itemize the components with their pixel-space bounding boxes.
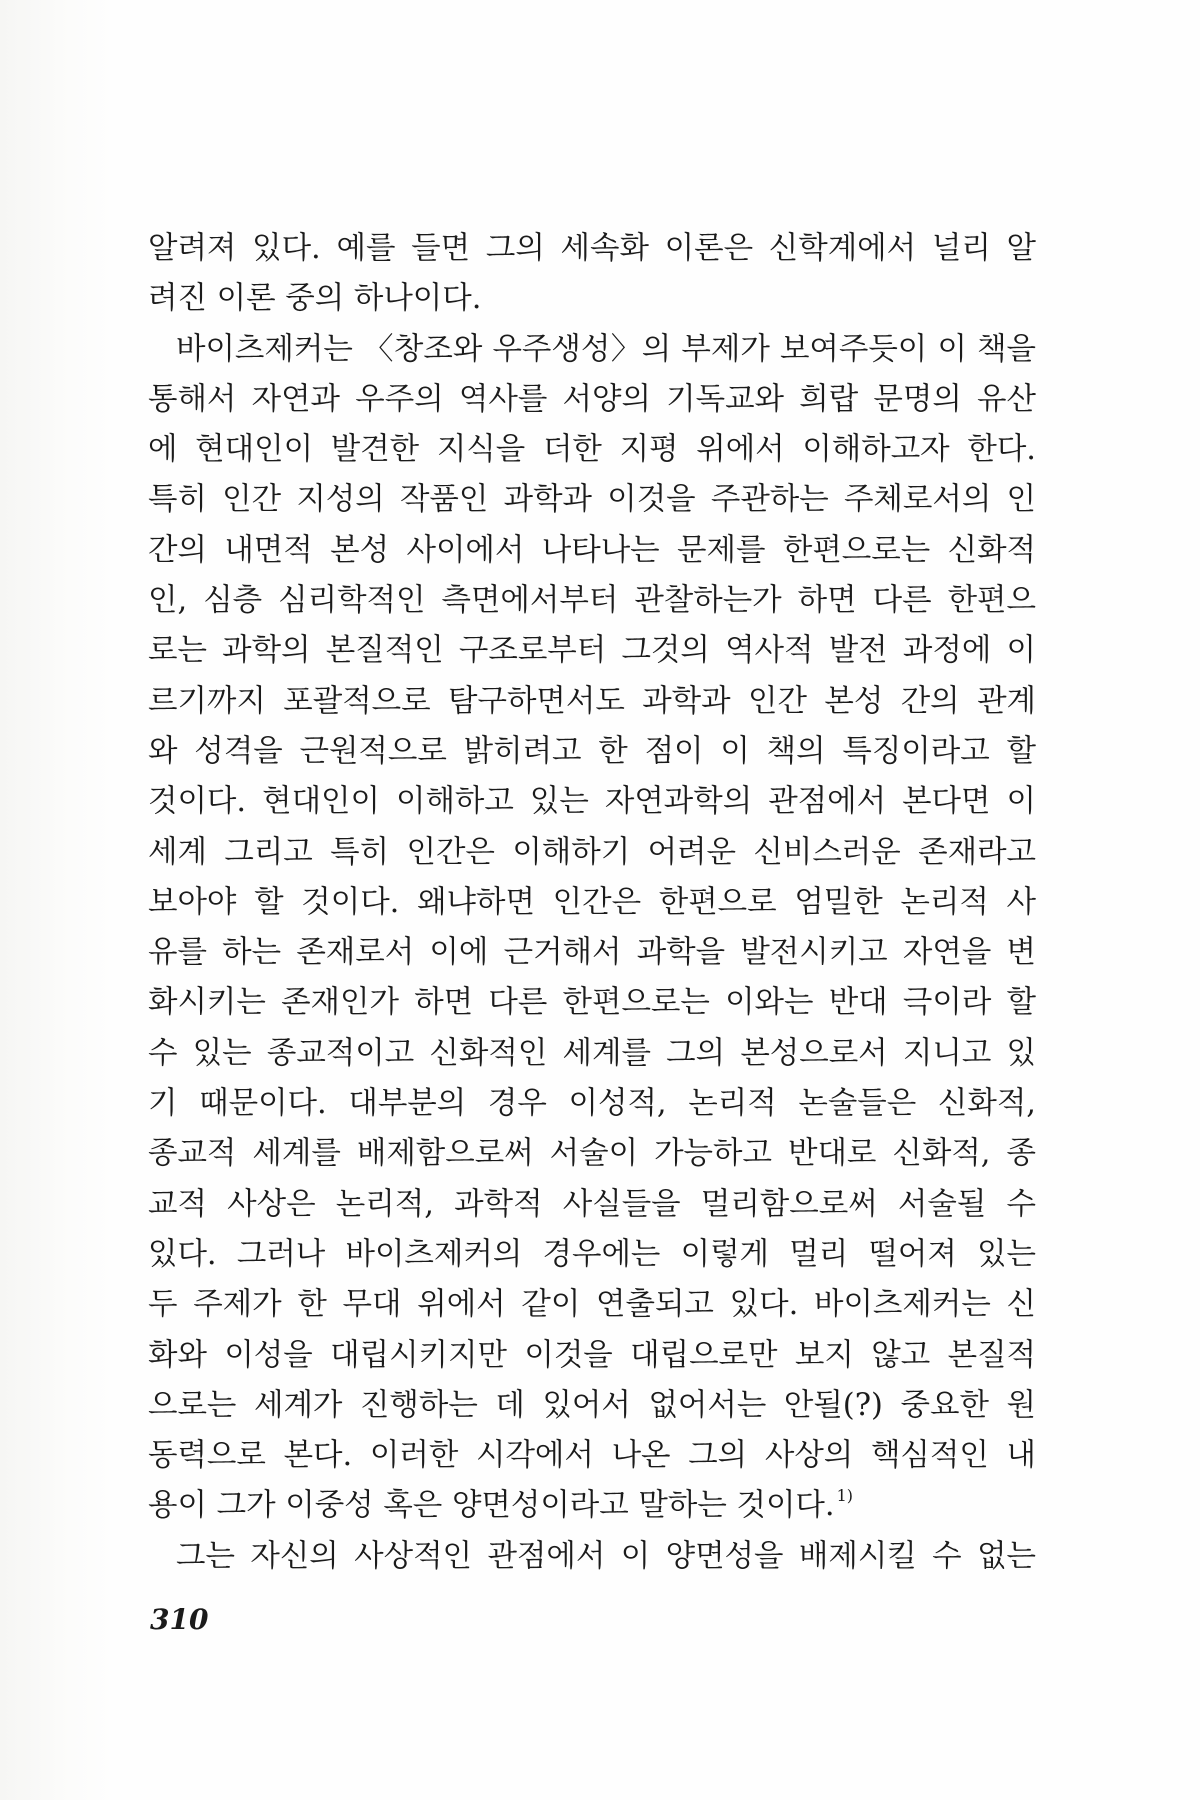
text-line: [148, 1481, 1036, 1531]
page-edge-shadow: [0, 0, 118, 1800]
text-line: 인, 심층 심리학적인 측면에서부터 관찰하는가 하면 다른 한편으: [148, 583, 1036, 619]
text-line: 교적 사상은 논리적, 과학적 사실들을 멀리함으로써 서술될 수: [148, 1186, 1036, 1222]
text-line: 있다. 그러나 바이츠제커의 경우에는 이렇게 멀리 떨어져 있는: [148, 1236, 1036, 1272]
text-line-content: 용이 그가 이중성 혹은 양면성이라고 말하는 것이다.: [148, 1488, 835, 1524]
text-line: 려진 이론 중의 하나이다.: [148, 281, 482, 317]
text-line: 두 주제가 한 무대 위에서 같이 연출되고 있다. 바이츠제커는 신: [148, 1287, 1036, 1323]
text-line: 화시키는 존재인가 하면 다른 한편으로는 이와는 반대 극이라 할: [148, 985, 1036, 1021]
text-line-paragraph-start: 바이츠제커는 〈창조와 우주생성〉의 부제가 보여주듯이 이 책을: [176, 331, 1036, 367]
text-line: 유를 하는 존재로서 이에 근거해서 과학을 발전시키고 자연을 변: [148, 935, 1036, 971]
text-line: 특히 인간 지성의 작품인 과학과 이것을 주관하는 주체로서의 인: [148, 482, 1036, 518]
text-line: 화와 이성을 대립시키지만 이것을 대립으로만 보지 않고 본질적: [148, 1337, 1036, 1373]
text-line: 동력으로 본다. 이러한 시각에서 나온 그의 사상의 핵심적인 내: [148, 1438, 1036, 1474]
footnote-marker: 1): [836, 1486, 854, 1506]
text-line: 으로는 세계가 진행하는 데 있어서 없어서는 안될(?) 중요한 원: [148, 1387, 1036, 1423]
body-text: [148, 224, 1036, 1582]
text-line: 것이다. 현대인이 이해하고 있는 자연과학의 관점에서 본다면 이: [148, 784, 1036, 820]
page-number: 310: [150, 1603, 209, 1636]
text-line: 르기까지 포괄적으로 탐구하면서도 과학과 인간 본성 간의 관계: [148, 683, 1036, 719]
text-line: 수 있는 종교적이고 신화적인 세계를 그의 본성으로서 지니고 있: [148, 1035, 1036, 1071]
text-line: 기 때문이다. 대부분의 경우 이성적, 논리적 논술들은 신화적,: [148, 1086, 1036, 1122]
text-line: 보아야 할 것이다. 왜냐하면 인간은 한편으로 엄밀한 논리적 사: [148, 884, 1036, 920]
text-line: 간의 내면적 본성 사이에서 나타나는 문제를 한편으로는 신화적: [148, 532, 1036, 568]
text-line: 통해서 자연과 우주의 역사를 서양의 기독교와 희랍 문명의 유산: [148, 381, 1036, 417]
text-line: 로는 과학의 본질적인 구조로부터 그것의 역사적 발전 과정에 이: [148, 633, 1036, 669]
text-line: 종교적 세계를 배제함으로써 서술이 가능하고 반대로 신화적, 종: [148, 1136, 1036, 1172]
text-line: 알려져 있다. 예를 들면 그의 세속화 이론은 신학계에서 널리 알: [148, 231, 1036, 266]
text-line-paragraph-start: 그는 자신의 사상적인 관점에서 이 양면성을 배제시킬 수 없는: [176, 1538, 1036, 1574]
text-line: 와 성격을 근원적으로 밝히려고 한 점이 이 책의 특징이라고 할: [148, 733, 1036, 769]
text-line: 세계 그리고 특히 인간은 이해하기 어려운 신비스러운 존재라고: [148, 834, 1036, 870]
text-line: 에 현대인이 발견한 지식을 더한 지평 위에서 이해하고자 한다.: [148, 432, 1036, 468]
